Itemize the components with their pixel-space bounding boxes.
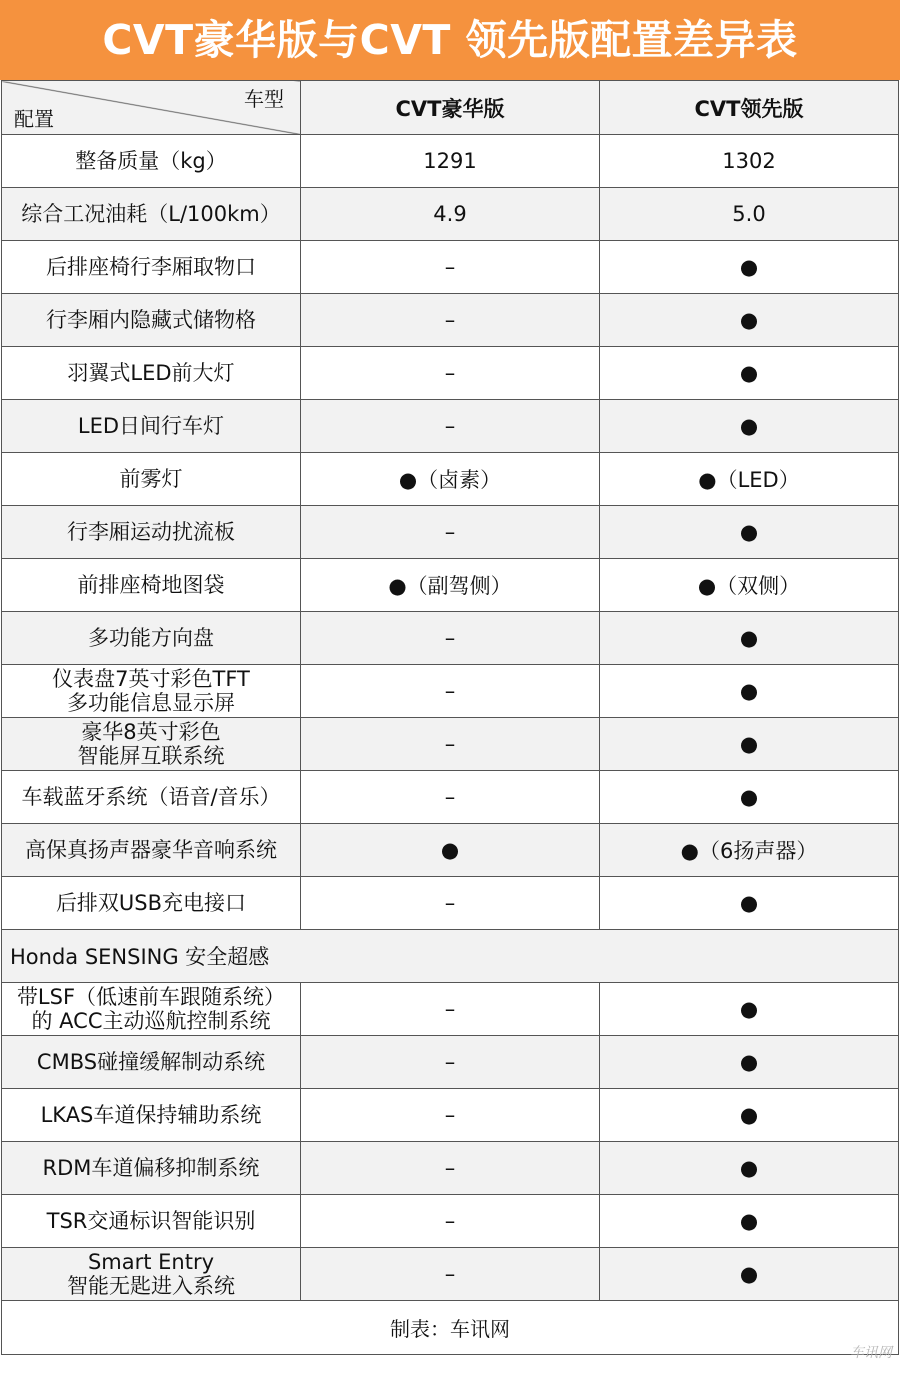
header-leading-column: CVT领先版 [600, 81, 899, 135]
leading-value-cell: ●（双侧） [600, 559, 899, 612]
table-row [2, 1248, 899, 1301]
config-comparison-table [1, 80, 899, 1355]
leading-value-cell: ● [600, 1195, 899, 1248]
luxury-value-cell: – [301, 294, 600, 347]
luxury-value-cell: – [301, 718, 600, 771]
table-row [2, 1195, 899, 1248]
leading-value-cell: ● [600, 1089, 899, 1142]
section-title: Honda SENSING 安全超感 [2, 930, 899, 983]
feature-label: 高保真扬声器豪华音响系统 [25, 838, 277, 862]
footer-credit: 制表：车讯网 [2, 1301, 899, 1355]
footer-row [2, 1301, 899, 1355]
leading-value-cell: ● [600, 506, 899, 559]
leading-value-cell: ● [600, 241, 899, 294]
leading-value-cell: ● [600, 1248, 899, 1301]
feature-cell [2, 824, 301, 877]
feature-label: LED日间行车灯 [77, 414, 225, 438]
feature-cell [2, 1195, 301, 1248]
feature-label: 豪华8英寸彩色 [81, 720, 221, 744]
luxury-value-cell: – [301, 983, 600, 1036]
luxury-value-cell: – [301, 1036, 600, 1089]
feature-cell [2, 294, 301, 347]
feature-label: 后排双USB充电接口 [55, 891, 247, 915]
table-row [2, 771, 899, 824]
feature-label: 综合工况油耗（L/100km） [21, 202, 281, 226]
leading-value-cell: ● [600, 400, 899, 453]
feature-label: 整备质量（kg） [75, 149, 227, 173]
feature-label: 后排座椅行李厢取物口 [46, 255, 256, 279]
feature-cell [2, 983, 301, 1036]
luxury-value-cell: ●（副驾侧） [301, 559, 600, 612]
table-row [2, 612, 899, 665]
luxury-value-cell: – [301, 877, 600, 930]
luxury-value-cell: – [301, 506, 600, 559]
table-row [2, 241, 899, 294]
feature-cell [2, 559, 301, 612]
leading-value-cell: 5.0 [600, 188, 899, 241]
feature-label: 行李厢内隐藏式储物格 [46, 308, 256, 332]
table-row [2, 135, 899, 188]
feature-cell [2, 506, 301, 559]
leading-value-cell: ●（LED） [600, 453, 899, 506]
feature-cell [2, 1142, 301, 1195]
leading-value-cell: ● [600, 771, 899, 824]
table-row [2, 506, 899, 559]
section-row [2, 930, 899, 983]
luxury-value-cell: 1291 [301, 135, 600, 188]
feature-label: 前排座椅地图袋 [77, 573, 225, 597]
feature-label: 羽翼式LED前大灯 [67, 361, 235, 385]
feature-label-line2: 的 ACC主动巡航控制系统 [31, 1009, 271, 1033]
feature-cell [2, 877, 301, 930]
feature-cell [2, 347, 301, 400]
header-luxury-column: CVT豪华版 [301, 81, 600, 135]
table-row [2, 1089, 899, 1142]
table-row [2, 347, 899, 400]
luxury-value-cell: – [301, 400, 600, 453]
feature-label: 仪表盘7英寸彩色TFT [52, 667, 250, 691]
feature-label: CMBS碰撞缓解制动系统 [36, 1050, 266, 1074]
feature-label: Smart Entry [87, 1250, 215, 1274]
table-row [2, 188, 899, 241]
luxury-value-cell: – [301, 612, 600, 665]
luxury-value-cell: – [301, 1142, 600, 1195]
table-row [2, 665, 899, 718]
table-row [2, 877, 899, 930]
feature-cell [2, 241, 301, 294]
table-row [2, 294, 899, 347]
luxury-value-cell: ● [301, 824, 600, 877]
table-row [2, 824, 899, 877]
feature-label: TSR交通标识智能识别 [46, 1209, 256, 1233]
leading-value-cell: ● [600, 665, 899, 718]
leading-value-cell: ● [600, 1036, 899, 1089]
table-row [2, 453, 899, 506]
feature-cell [2, 718, 301, 771]
feature-cell [2, 188, 301, 241]
luxury-value-cell: – [301, 347, 600, 400]
feature-label: 行李厢运动扰流板 [67, 520, 235, 544]
leading-value-cell: ● [600, 612, 899, 665]
feature-label: 带LSF（低速前车跟随系统） [16, 985, 286, 1009]
feature-label: RDM车道偏移抑制系统 [42, 1156, 260, 1180]
feature-cell [2, 1036, 301, 1089]
header-row [2, 81, 899, 135]
leading-value-cell: ● [600, 347, 899, 400]
feature-label-line2: 多功能信息显示屏 [67, 691, 235, 715]
feature-cell [2, 771, 301, 824]
luxury-value-cell: – [301, 771, 600, 824]
feature-cell [2, 612, 301, 665]
leading-value-cell: 1302 [600, 135, 899, 188]
luxury-value-cell: ●（卤素） [301, 453, 600, 506]
watermark-logo: 车讯网 [850, 1345, 892, 1361]
feature-cell [2, 453, 301, 506]
table-row [2, 1036, 899, 1089]
leading-value-cell: ● [600, 718, 899, 771]
luxury-value-cell: – [301, 241, 600, 294]
table-row [2, 718, 899, 771]
table-row [2, 1142, 899, 1195]
feature-label: 前雾灯 [119, 467, 183, 491]
table-row [2, 559, 899, 612]
leading-value-cell: ● [600, 1142, 899, 1195]
luxury-value-cell: – [301, 1248, 600, 1301]
luxury-value-cell: – [301, 665, 600, 718]
leading-value-cell: ● [600, 294, 899, 347]
feature-label-line2: 智能屏互联系统 [77, 744, 225, 768]
luxury-value-cell: – [301, 1195, 600, 1248]
leading-value-cell: ● [600, 877, 899, 930]
feature-label: 多功能方向盘 [88, 626, 214, 650]
feature-cell [2, 135, 301, 188]
page-title: CVT豪华版与CVT 领先版配置差异表 [0, 0, 900, 80]
header-config-label: 配置 [14, 107, 54, 131]
feature-label: LKAS车道保持辅助系统 [40, 1103, 262, 1127]
feature-cell [2, 400, 301, 453]
table-row [2, 983, 899, 1036]
leading-value-cell: ● [600, 983, 899, 1036]
feature-cell [2, 1248, 301, 1301]
luxury-value-cell: 4.9 [301, 188, 600, 241]
table-row [2, 400, 899, 453]
feature-cell [2, 1089, 301, 1142]
feature-cell [2, 665, 301, 718]
header-model-label: 车型 [244, 87, 284, 111]
feature-label: 车载蓝牙系统（语音/音乐） [21, 785, 281, 809]
feature-label-line2: 智能无匙进入系统 [67, 1274, 235, 1298]
luxury-value-cell: – [301, 1089, 600, 1142]
leading-value-cell: ●（6扬声器） [600, 824, 899, 877]
header-corner-cell [2, 81, 301, 135]
